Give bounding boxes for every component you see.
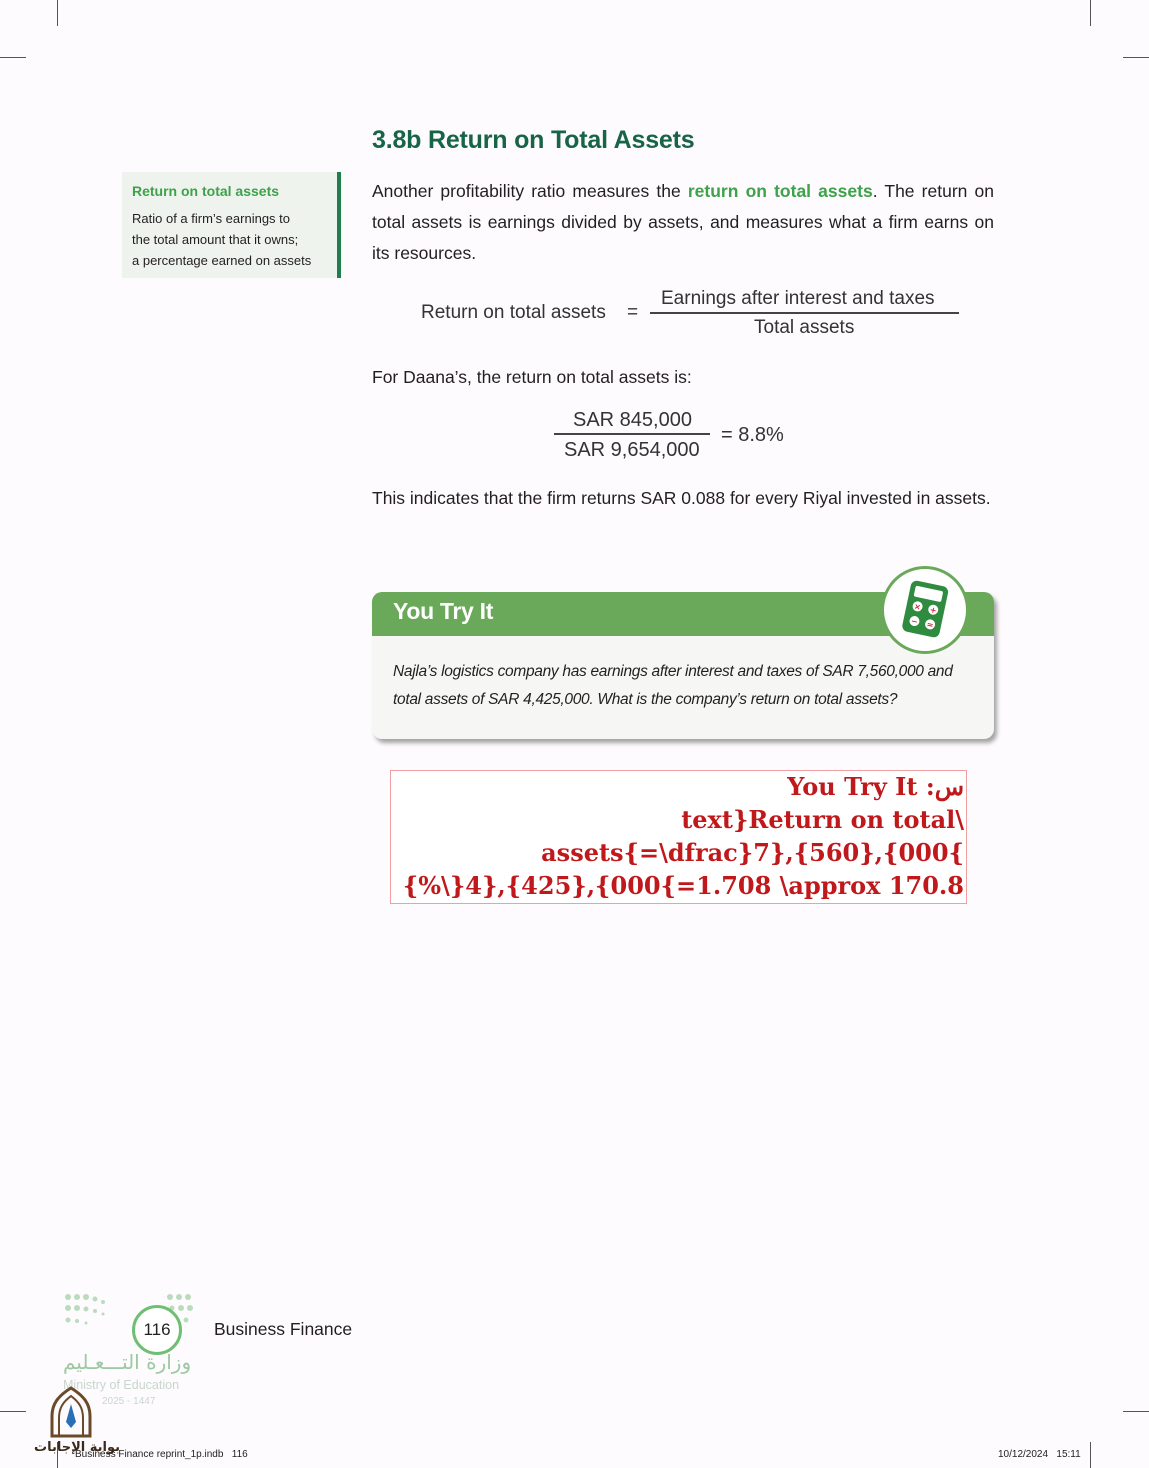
definition-sidebar [122,172,341,278]
crop-mark [1090,1442,1091,1468]
answer-line: You Try It :س [787,772,964,801]
ministry-name-english: Ministry of Education [63,1378,180,1392]
formula-lhs: Return on total assets [421,302,606,323]
watermark-text: بوابة الإجابات [34,1440,120,1455]
answer-line: {%\}4},{425},{000{=1.708 \approx 170.8 [402,871,964,900]
svg-text:−: − [910,616,919,627]
crop-mark [0,1411,26,1412]
answer-line: assets{=\dfrac}7},{560},{000{ [541,838,964,867]
you-try-it-title: You Try It [393,598,494,624]
print-slug-date: 10/12/2024 15:11 [998,1449,1081,1460]
example-denominator: SAR 9,654,000 [564,439,700,461]
svg-text:+: + [928,605,938,616]
definition-line: a percentage earned on assets [132,253,312,268]
crop-mark [1123,57,1149,58]
keyword-return-on-total-assets: return on total assets [687,181,873,201]
book-title: Business Finance [214,1319,353,1339]
example-numerator: SAR 845,000 [573,409,692,431]
ministry-year: 2025 - 1447 [102,1396,156,1407]
crop-mark [1123,1411,1149,1412]
daana-intro: For Daana’s, the return on total assets is: [372,367,692,387]
definition-line: Ratio of a firm’s earnings to [132,211,290,226]
formula-equals: = [627,302,639,323]
crop-mark [57,0,58,26]
crop-mark [0,57,26,58]
example-fraction-bar [554,433,710,435]
print-slug-file: Business Finance reprint_1p.indb 116 [75,1449,248,1460]
formula-fraction-bar [650,312,959,314]
section-heading: 3.8b Return on Total Assets [372,126,695,154]
definition-term: Return on total assets [132,183,280,199]
svg-text:=: = [925,619,935,630]
ministry-name-arabic: وزارة التـــعـليم [63,1350,192,1374]
intro-text: Another profitability ratio measures the [372,181,688,201]
example-result: = 8.8% [721,424,784,446]
svg-text:×: × [913,601,922,612]
formula-numerator: Earnings after interest and taxes [661,288,935,309]
definition-text [132,208,327,271]
answer-line: text}Return on total\ [681,805,964,834]
intro-paragraph [372,176,994,269]
page-number: 116 [132,1305,182,1355]
definition-line: the total amount that it owns; [132,232,299,247]
you-try-it-text: Najla’s logistics company has earnings after interest and taxes of SAR 7,560,000 and total assets of SAR 4,425,000. What is the company’s return on total assets? [393,663,953,708]
formula-denominator: Total assets [754,317,855,338]
conclusion-text: This indicates that the firm returns SAR 0.088 for every Riyal invested in assets. [372,488,991,508]
calculator-icon [881,566,969,654]
intro-text: . The return on total assets is earnings divided by assets, and measures what a firm earns on its resources. [372,181,994,263]
answer-text [396,770,964,902]
watermark-logo-icon [48,1386,94,1438]
crop-mark [1090,0,1091,26]
